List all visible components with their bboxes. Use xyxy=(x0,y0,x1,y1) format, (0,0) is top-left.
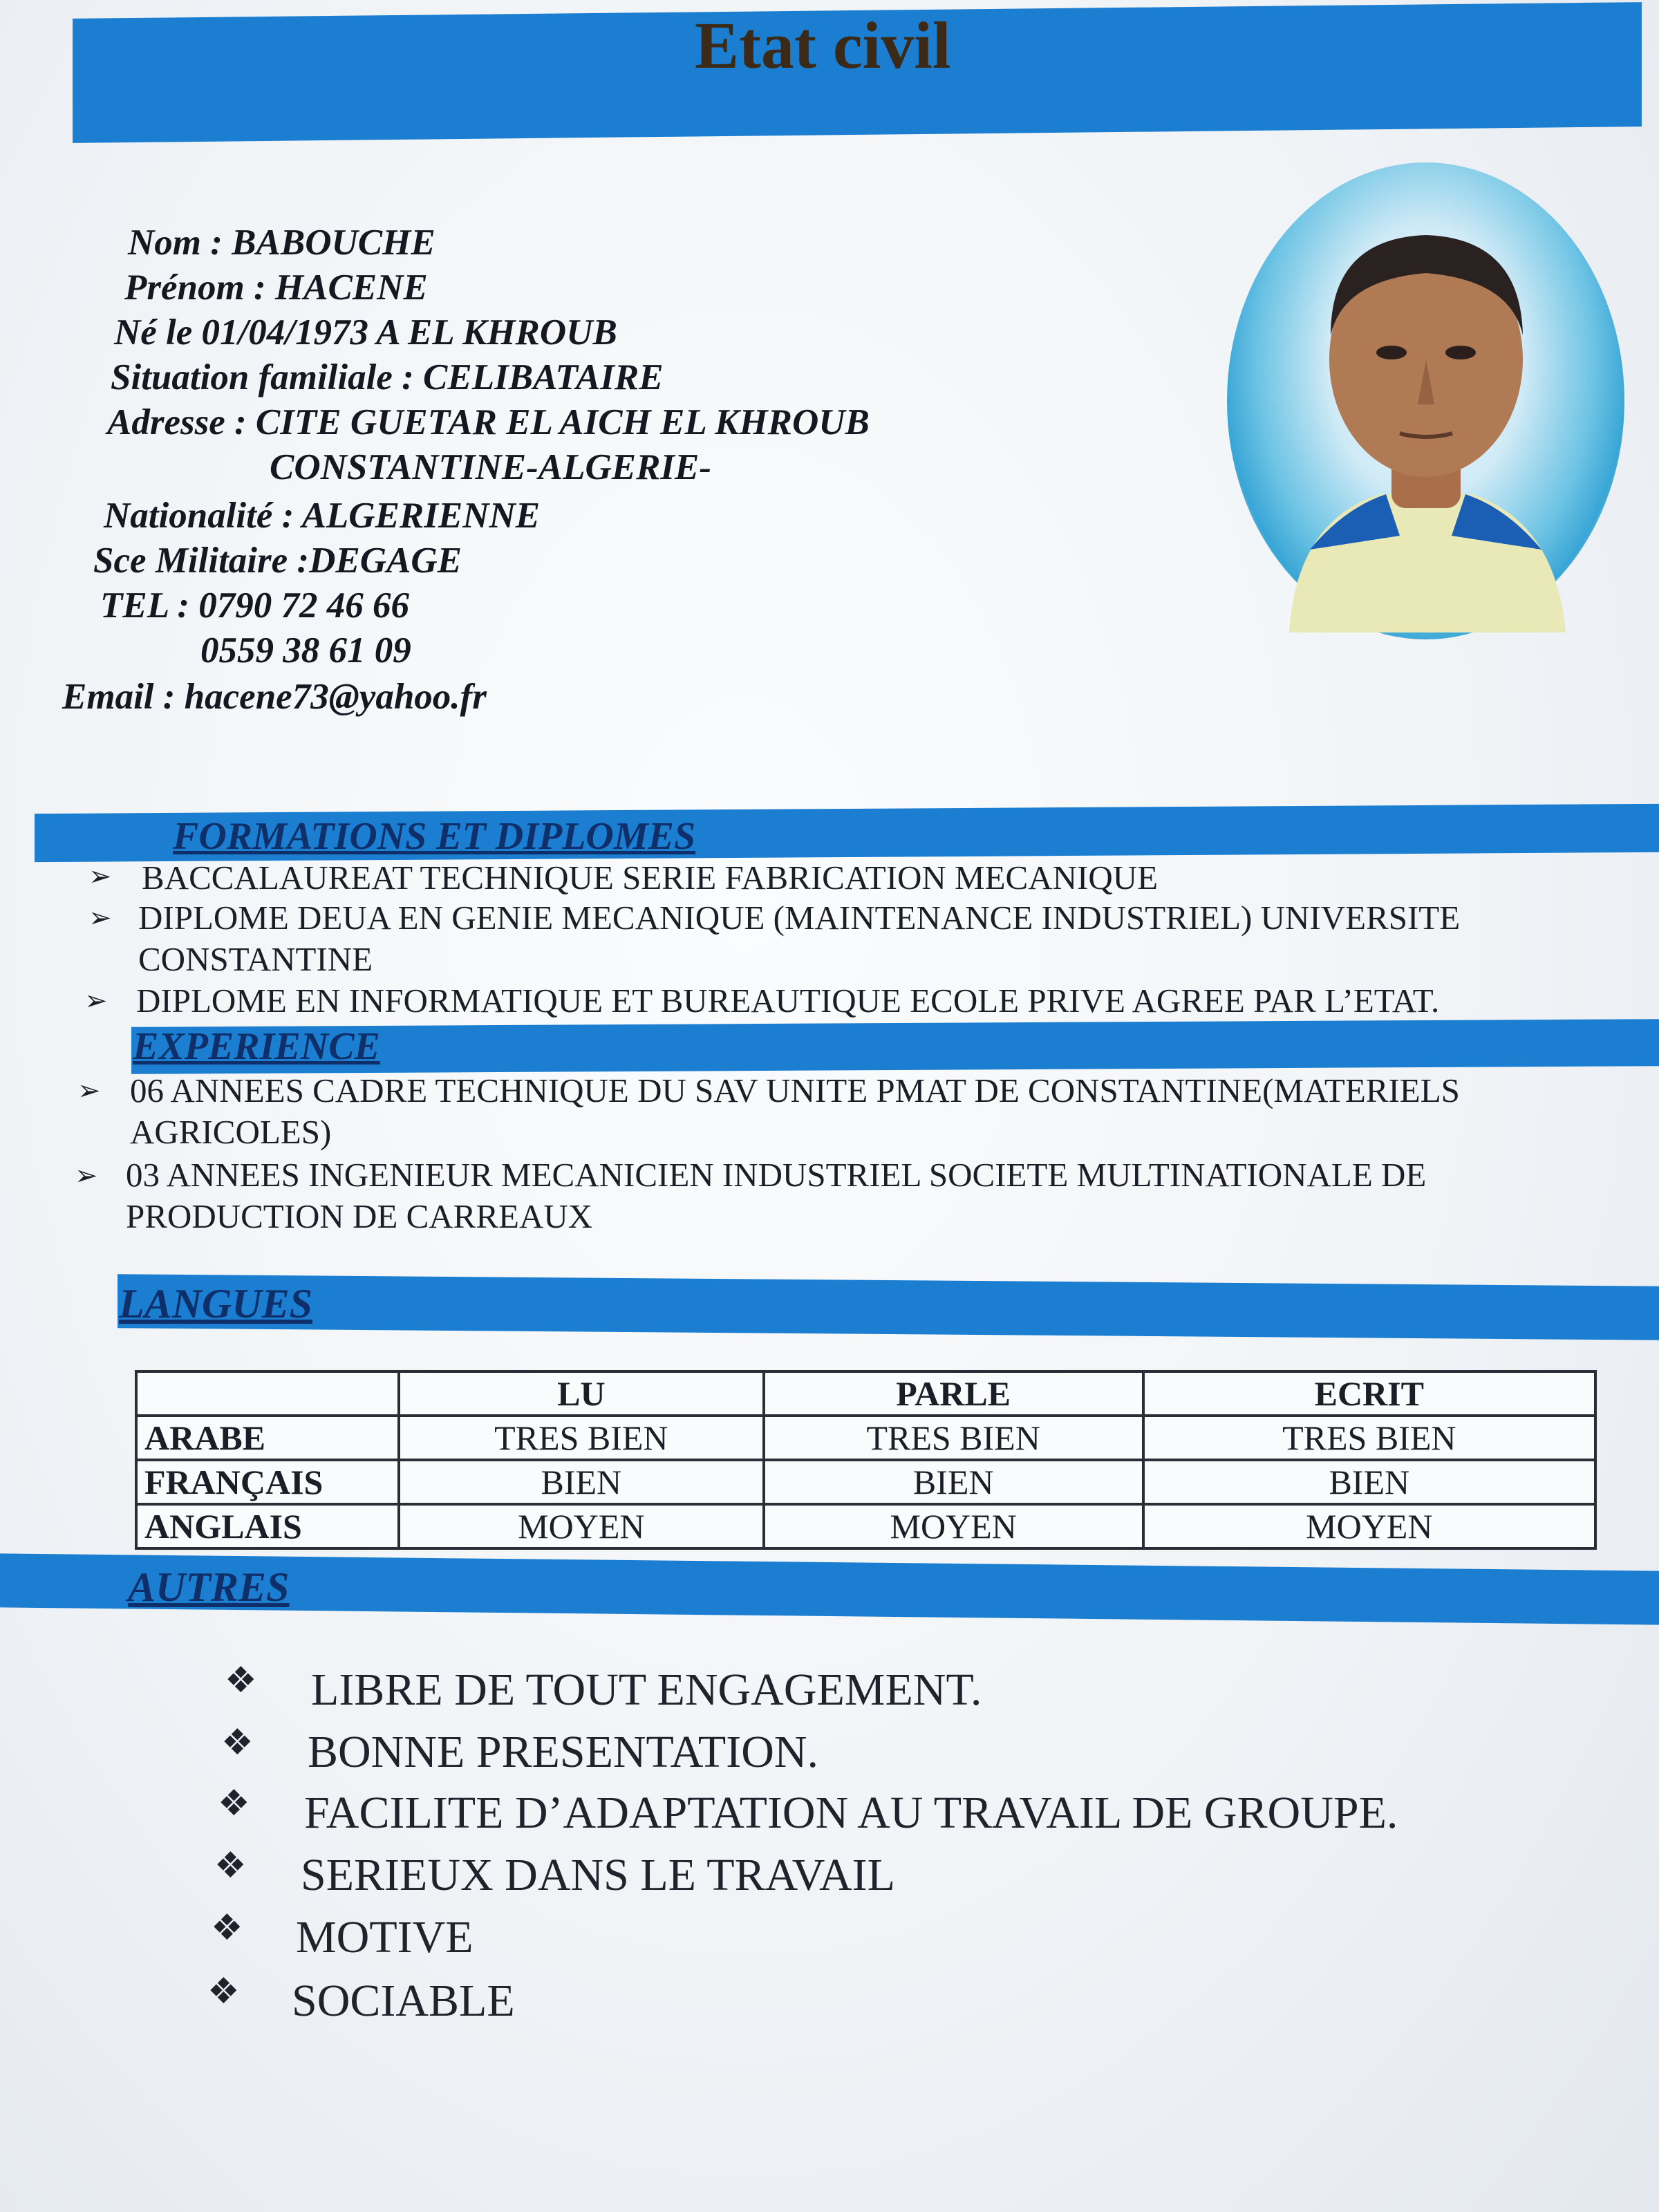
experience-title: EXPERIENCE xyxy=(133,1025,380,1068)
table-row-language: ANGLAIS xyxy=(136,1504,399,1548)
table-cell: TRES BIEN xyxy=(764,1416,1143,1460)
table-header-row xyxy=(136,1371,1595,1416)
autres-item: SERIEUX DANS LE TRAVAIL xyxy=(301,1850,895,1900)
arrow-bullet-icon: ➢ xyxy=(84,985,108,1017)
naissance-line: Né le 01/04/1973 A EL KHROUB xyxy=(114,312,617,353)
table-cell: MOYEN xyxy=(399,1504,764,1548)
diamond-bullet-icon: ❖ xyxy=(225,1660,257,1701)
page-title: Etat civil xyxy=(695,8,951,82)
table-cell: BIEN xyxy=(764,1460,1143,1504)
email-line: Email : hacene73@yahoo.fr xyxy=(62,677,487,717)
langues-title: LANGUES xyxy=(119,1281,313,1327)
table-row-language: FRANÇAIS xyxy=(136,1460,399,1504)
table-header-cell: ECRIT xyxy=(1143,1371,1595,1416)
langues-bar xyxy=(118,1274,1659,1340)
formation-item: BACCALAUREAT TECHNIQUE SERIE FABRICATION MECANIQUE xyxy=(142,859,1159,897)
militaire-line: Sce Militaire :DEGAGE xyxy=(93,541,462,581)
autres-title: AUTRES xyxy=(128,1564,290,1610)
diamond-bullet-icon: ❖ xyxy=(207,1971,240,2012)
table-cell: BIEN xyxy=(399,1460,764,1504)
experience-item: 03 ANNEES INGENIEUR MECANICIEN INDUSTRIEL SOCIETE MULTINATIONALE DE PRODUCTION DE CARREAUX xyxy=(126,1156,1427,1235)
situation-line: Situation familiale : CELIBATAIRE xyxy=(111,357,664,397)
portrait-illustration xyxy=(1227,162,1624,639)
autres-item: FACILITE D’ADAPTATION AU TRAVAIL DE GROUPE. xyxy=(304,1788,1398,1838)
arrow-bullet-icon: ➢ xyxy=(88,902,112,934)
table-row xyxy=(136,1416,1595,1460)
table-row-language: ARABE xyxy=(136,1416,399,1460)
table-header-cell xyxy=(136,1371,399,1416)
nom-line: Nom : BABOUCHE xyxy=(128,223,435,263)
adresse-line-1: Adresse : CITE GUETAR EL AICH EL KHROUB xyxy=(107,402,870,442)
prenom-line: Prénom : HACENE xyxy=(124,268,428,308)
table-header-cell: LU xyxy=(399,1371,764,1416)
arrow-bullet-icon: ➢ xyxy=(88,861,112,892)
langues-table xyxy=(135,1370,1597,1550)
adresse-line-2: CONSTANTINE-ALGERIE- xyxy=(270,447,712,487)
table-cell: TRES BIEN xyxy=(1143,1416,1595,1460)
diamond-bullet-icon: ❖ xyxy=(211,1907,243,1949)
diamond-bullet-icon: ❖ xyxy=(218,1783,250,1824)
profile-photo xyxy=(1227,162,1624,639)
formations-title: FORMATIONS ET DIPLOMES xyxy=(173,815,696,858)
autres-item: MOTIVE xyxy=(296,1912,474,1962)
arrow-bullet-icon: ➢ xyxy=(75,1160,98,1192)
diamond-bullet-icon: ❖ xyxy=(214,1845,247,1886)
table-cell: MOYEN xyxy=(1143,1504,1595,1548)
table-cell: MOYEN xyxy=(764,1504,1143,1548)
diamond-bullet-icon: ❖ xyxy=(221,1722,254,1763)
arrow-bullet-icon: ➢ xyxy=(77,1075,101,1107)
tel-line-2: 0559 38 61 09 xyxy=(200,630,411,671)
table-cell: TRES BIEN xyxy=(399,1416,764,1460)
experience-item: 06 ANNEES CADRE TECHNIQUE DU SAV UNITE PMAT DE CONSTANTINE(MATERIELS AGRICOLES) xyxy=(130,1071,1460,1151)
formation-item: DIPLOME EN INFORMATIQUE ET BUREAUTIQUE ECOLE PRIVE AGREE PAR L’ETAT. xyxy=(136,982,1440,1020)
table-row xyxy=(136,1460,1595,1504)
table-header-cell: PARLE xyxy=(764,1371,1143,1416)
autres-item: LIBRE DE TOUT ENGAGEMENT. xyxy=(311,1665,982,1715)
autres-item: BONNE PRESENTATION. xyxy=(308,1727,819,1777)
autres-item: SOCIABLE xyxy=(292,1976,515,2026)
formation-item: DIPLOME DEUA EN GENIE MECANIQUE (MAINTENANCE INDUSTRIEL) UNIVERSITE CONSTANTINE xyxy=(138,899,1461,978)
table-row xyxy=(136,1504,1595,1548)
nationalite-line: Nationalité : ALGERIENNE xyxy=(104,496,541,536)
tel-line-1: TEL : 0790 72 46 66 xyxy=(100,585,410,626)
table-cell: BIEN xyxy=(1143,1460,1595,1504)
